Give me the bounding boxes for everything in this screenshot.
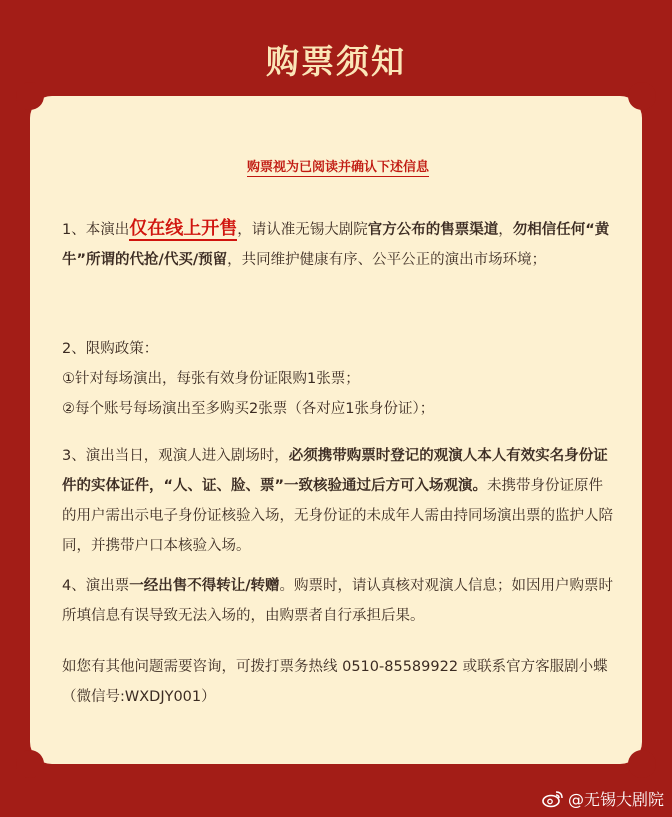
item-text: 。购票时，请认真核对观演人信息；如因用户购票时所填信息有误导致无法入场的，由购票者自行承担后果。 <box>62 578 614 624</box>
item-emphasis: 官方公布的售票渠道 <box>367 222 499 238</box>
item-line: ①针对每场演出，每张有效身份证限购1张票； <box>62 371 360 387</box>
item-text: ，请认准无锡大剧院 <box>237 222 368 238</box>
notice-subtitle <box>62 159 614 177</box>
notice-item-2 <box>62 334 614 424</box>
item-emphasis: 勿相信任何“黄牛”所谓的代抢/代买/预留 <box>62 222 610 268</box>
notice-item-4 <box>62 571 614 631</box>
item-text: ，共同维护健康有序、公平公正的演出市场环境； <box>227 252 547 268</box>
weibo-account: @无锡大剧院 <box>567 790 664 809</box>
item-heading: 2、限购政策： <box>62 341 159 357</box>
online-only-highlight: 仅在线上开售 <box>129 218 238 239</box>
item-emphasis: 一经出售不得转让/转赠 <box>129 578 280 594</box>
weibo-icon <box>542 790 564 808</box>
subtitle-text: 购票视为已阅读并确认下述信息 <box>246 160 429 175</box>
notice-item-1 <box>62 214 614 275</box>
card-corner-notch <box>16 82 44 110</box>
item-text: 未携带身份证原件的用户需出示电子身份证核验入场，无身份证的未成年人需由持同场演出票的监护人陪同，并携带户口本核验入场。 <box>62 478 613 554</box>
item-text: 3、演出当日，观演人进入剧场时， <box>62 448 289 464</box>
item-text: 1、本演出 <box>62 222 130 238</box>
item-text: ， <box>498 222 513 238</box>
card-corner-notch <box>628 82 656 110</box>
page-title: 购票须知 <box>266 42 406 81</box>
item-line: ②每个账号每场演出至多购买2张票（各对应1张身份证）； <box>62 401 435 417</box>
item-text: 4、演出票 <box>62 578 130 594</box>
card-corner-notch <box>628 750 656 778</box>
notice-card <box>30 96 642 764</box>
weibo-watermark <box>542 787 664 810</box>
item-emphasis: 必须携带购票时登记的观演人本人有效实名身份证件的实体证件，“人、证、脸、票”一致核验通过后方可入场观演。 <box>62 448 608 494</box>
notice-item-3 <box>62 441 614 561</box>
contact-info: 如您有其他问题需要咨询，可拨打票务热线 0510-85589922 或联系官方客服剧小蝶（微信号:WXDJY001） <box>62 659 608 705</box>
card-corner-notch <box>16 750 44 778</box>
